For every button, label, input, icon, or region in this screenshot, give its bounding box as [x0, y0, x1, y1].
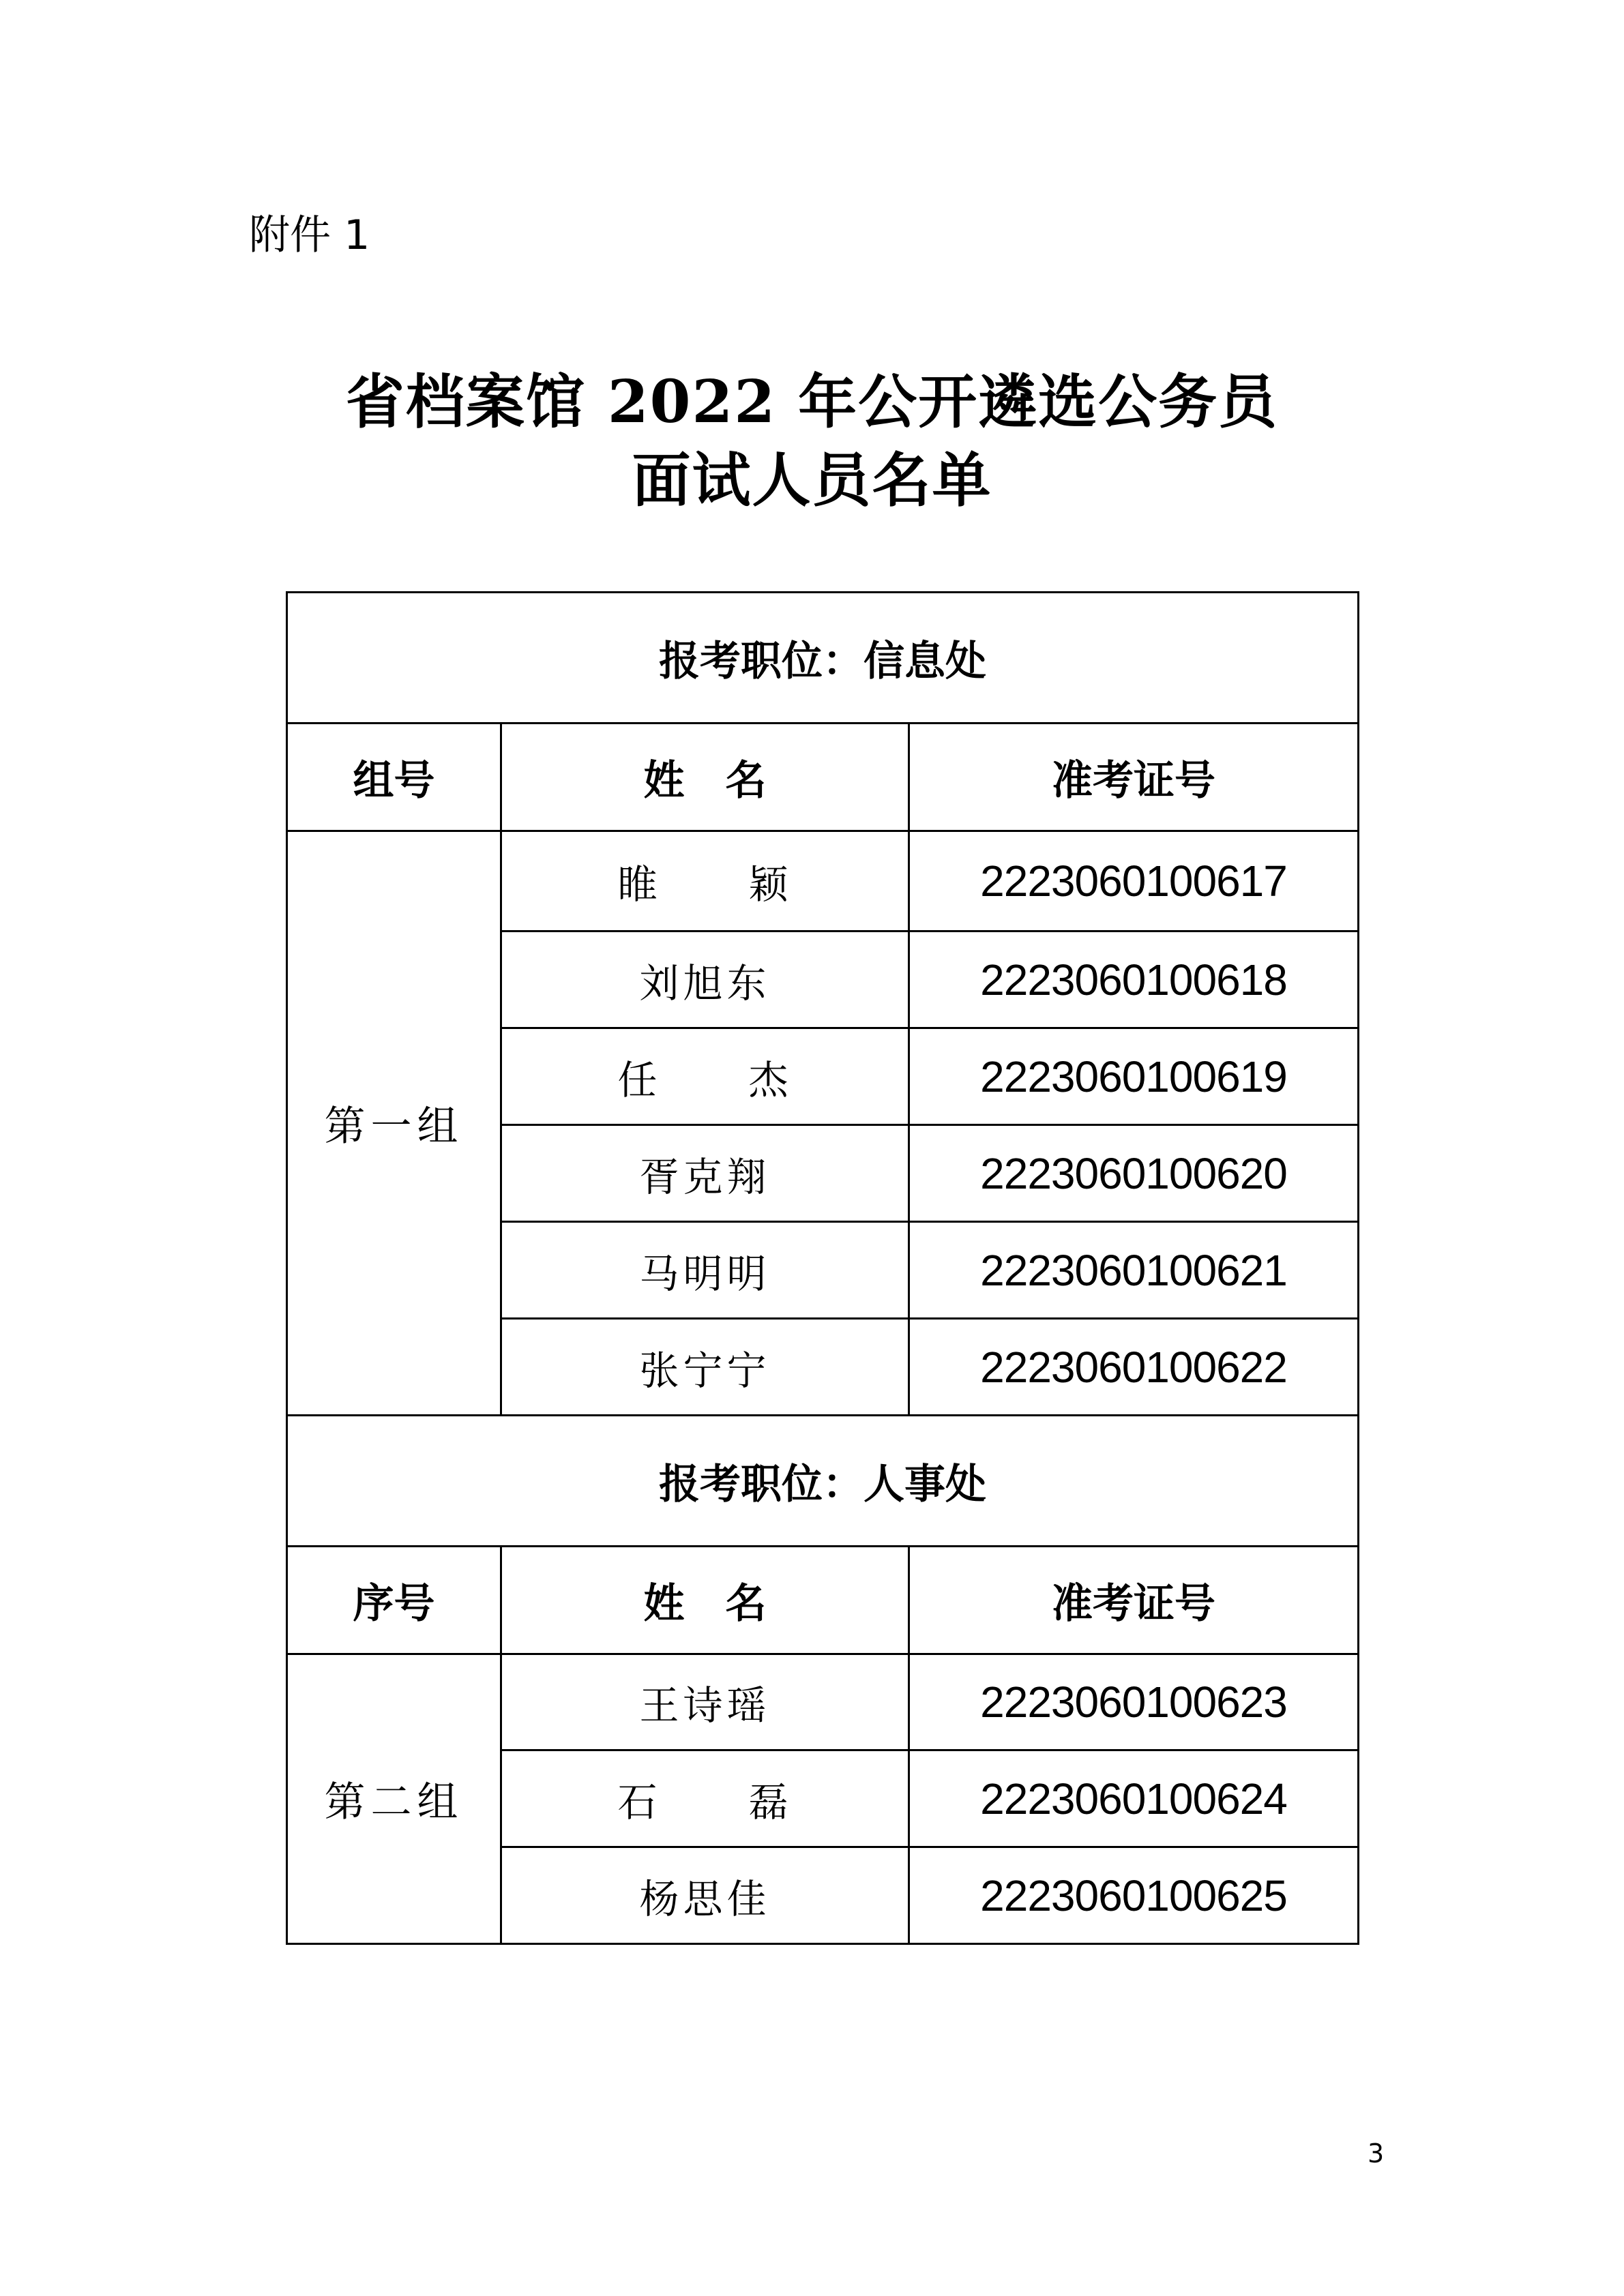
candidate-name: 杨思佳	[501, 1847, 909, 1944]
column-header-row	[287, 1547, 1359, 1654]
exam-id: 2223060100621	[909, 1222, 1359, 1319]
column-header-name: 姓 名	[501, 724, 909, 831]
candidate-name: 石 磊	[501, 1750, 909, 1847]
column-header-exam-id: 准考证号	[909, 724, 1359, 831]
candidate-name: 任 杰	[501, 1028, 909, 1125]
exam-id: 2223060100620	[909, 1125, 1359, 1222]
exam-id: 2223060100617	[909, 831, 1359, 931]
exam-id: 2223060100622	[909, 1319, 1359, 1416]
table-row	[287, 831, 1359, 931]
exam-id: 2223060100618	[909, 931, 1359, 1028]
candidate-name: 睢 颖	[501, 831, 909, 931]
attachment-label: 附件 1	[249, 211, 370, 259]
exam-id: 2223060100624	[909, 1750, 1359, 1847]
page-number: 3	[1368, 2138, 1385, 2168]
section-heading-row	[287, 593, 1359, 724]
column-header-name: 姓 名	[501, 1547, 909, 1654]
group-cell: 第一组	[287, 831, 501, 1416]
column-header-group: 组号	[287, 724, 501, 831]
document-title-line-1: 省档案馆 2022 年公开遴选公务员	[345, 368, 1279, 436]
document-title-line-2: 面试人员名单	[632, 446, 992, 515]
interview-roster-table	[286, 591, 1359, 1945]
candidate-name: 王诗瑶	[501, 1654, 909, 1750]
table-row	[287, 1654, 1359, 1750]
section-heading-row	[287, 1416, 1359, 1547]
exam-id: 2223060100625	[909, 1847, 1359, 1944]
candidate-name: 张宁宁	[501, 1319, 909, 1416]
exam-id: 2223060100619	[909, 1028, 1359, 1125]
candidate-name: 马明明	[501, 1222, 909, 1319]
column-header-seq: 序号	[287, 1547, 501, 1654]
candidate-name: 刘旭东	[501, 931, 909, 1028]
group-cell: 第二组	[287, 1654, 501, 1944]
candidate-name: 胥克翔	[501, 1125, 909, 1222]
section-heading: 报考职位：人事处	[287, 1416, 1359, 1547]
column-header-row	[287, 724, 1359, 831]
section-heading: 报考职位：信息处	[287, 593, 1359, 724]
exam-id: 2223060100623	[909, 1654, 1359, 1750]
column-header-exam-id: 准考证号	[909, 1547, 1359, 1654]
